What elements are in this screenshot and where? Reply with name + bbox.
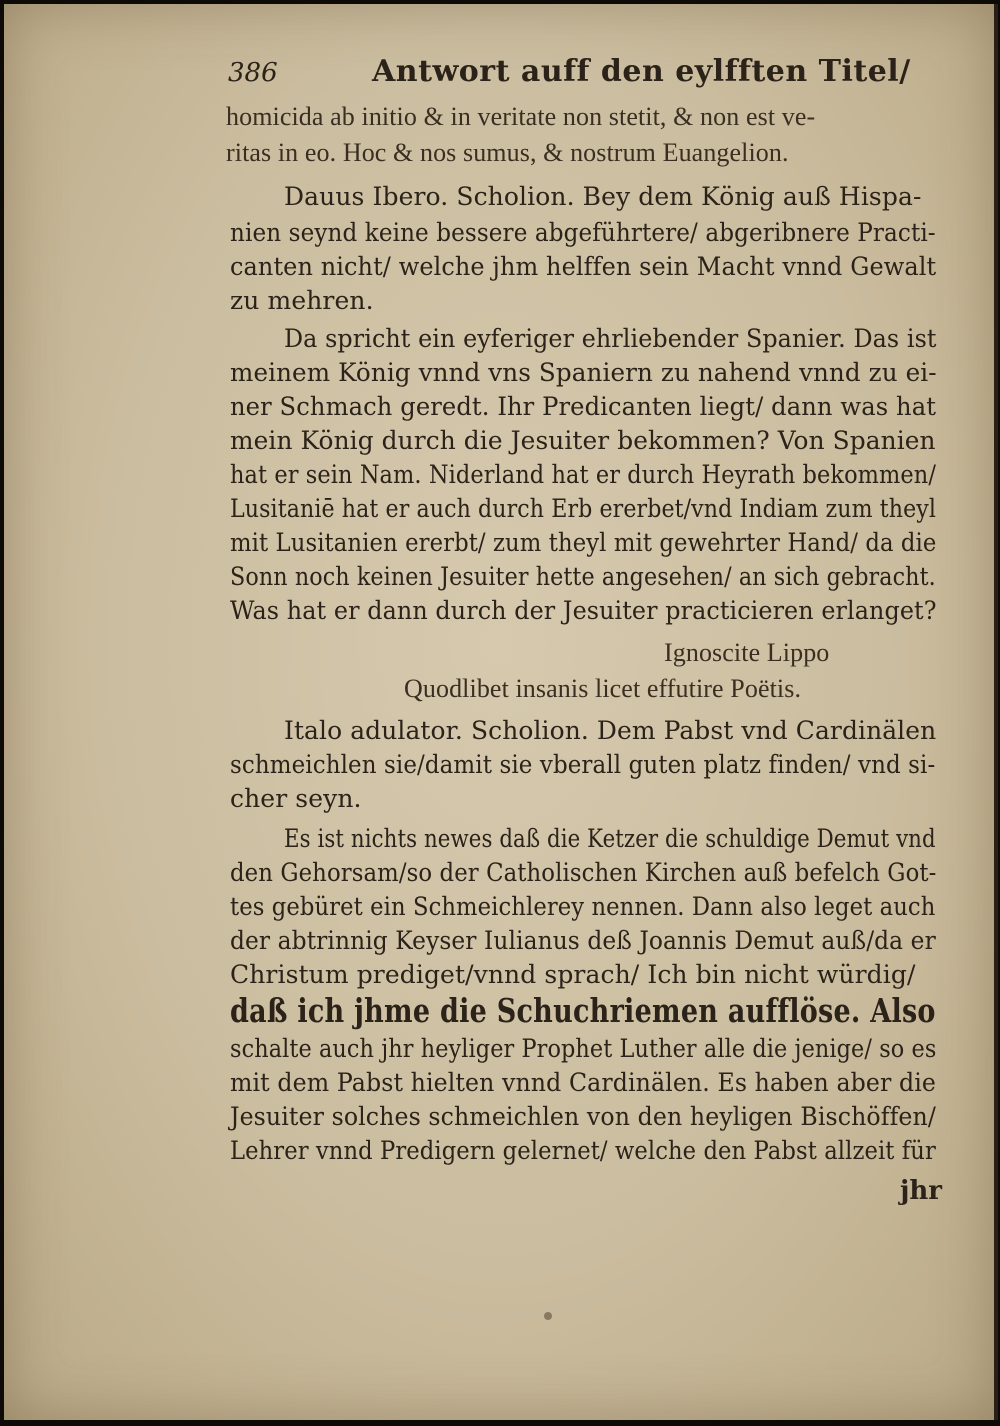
text-line: hat er sein Nam. Niderland hat er durch Heyrath bekommen/ <box>230 460 937 489</box>
text-line: homicida ab initio & in veritate non stetit, & non est ve- <box>226 102 816 131</box>
text-line: tes gebüret ein Schmeichlerey nennen. Dann also leget auch <box>230 892 936 921</box>
text-line: Jesuiter solches schmeichlen von den heyligen Bischöffen/ <box>230 1102 936 1131</box>
text-line: Christum prediget/vnnd sprach/ Ich bin nicht würdig/ <box>230 960 916 989</box>
text-line: cher seyn. <box>230 784 362 813</box>
text-line: nien seynd keine bessere abgeführtere/ abgeribnere Practi- <box>230 218 936 247</box>
text-line: daß ich jhme die Schuchriemen aufflöse. Also <box>230 991 936 1030</box>
text-line: Lehrer vnnd Predigern gelernet/ welche den Pabst allzeit für <box>230 1136 936 1165</box>
text-line: der abtrinnig Keyser Iulianus deß Joannis Demut auß/da er <box>230 926 936 955</box>
text-line: mein König durch die Jesuiter bekommen? Von Spanien <box>230 426 936 455</box>
text-line: schmeichlen sie/damit sie vberall guten platz finden/ vnd si- <box>230 750 936 779</box>
text-line: Sonn noch keinen Jesuiter hette angesehen/ an sich gebracht. <box>230 562 936 591</box>
text-line: schalte auch jhr heyliger Prophet Luther alle die jenige/ so es <box>230 1034 937 1063</box>
text-line: zu mehren. <box>230 286 374 315</box>
text-line: ner Schmach geredt. Ihr Predicanten liegt/ dann was hat <box>230 392 937 421</box>
text-line: ritas in eo. Hoc & nos sumus, & nostrum Euangelion. <box>226 138 789 167</box>
verse-line: Quodlibet insanis licet effutire Poëtis. <box>404 674 802 703</box>
text-line: mit Lusitanien ererbt/ zum theyl mit gewehrter Hand/ da die <box>230 528 937 557</box>
running-title: Antwort auff den eylfften Titel/ <box>372 54 911 89</box>
text-line: Lusitaniē hat er auch durch Erb ererbet/vnd Indiam zum theyl <box>230 494 937 523</box>
text-line: Italo adulator. Scholion. Dem Pabst vnd Cardinälen <box>284 716 937 745</box>
ink-dot <box>544 1312 552 1320</box>
page-number: 386 <box>228 58 278 88</box>
text-line: meinem König vnnd vns Spaniern zu nahend vnnd zu ei- <box>230 358 937 387</box>
text-line: Was hat er dann durch der Jesuiter practicieren erlanget? <box>230 596 937 625</box>
text-line: den Gehorsam/so der Catholischen Kirchen auß befelch Got- <box>230 858 937 887</box>
verse-line: Ignoscite Lippo <box>664 638 830 667</box>
text-line: canten nicht/ welche jhm helffen sein Macht vnnd Gewalt <box>230 252 937 281</box>
catchword: jhr <box>900 1176 943 1206</box>
text-line: Dauus Ibero. Scholion. Bey dem König auß Hispa- <box>284 182 922 211</box>
text-line: Da spricht ein eyferiger ehrliebender Spanier. Das ist <box>284 324 937 353</box>
text-line: mit dem Pabst hielten vnnd Cardinälen. Es haben aber die <box>230 1068 936 1097</box>
text-line: Es ist nichts newes daß die Ketzer die schuldige Demut vnd <box>284 824 936 853</box>
